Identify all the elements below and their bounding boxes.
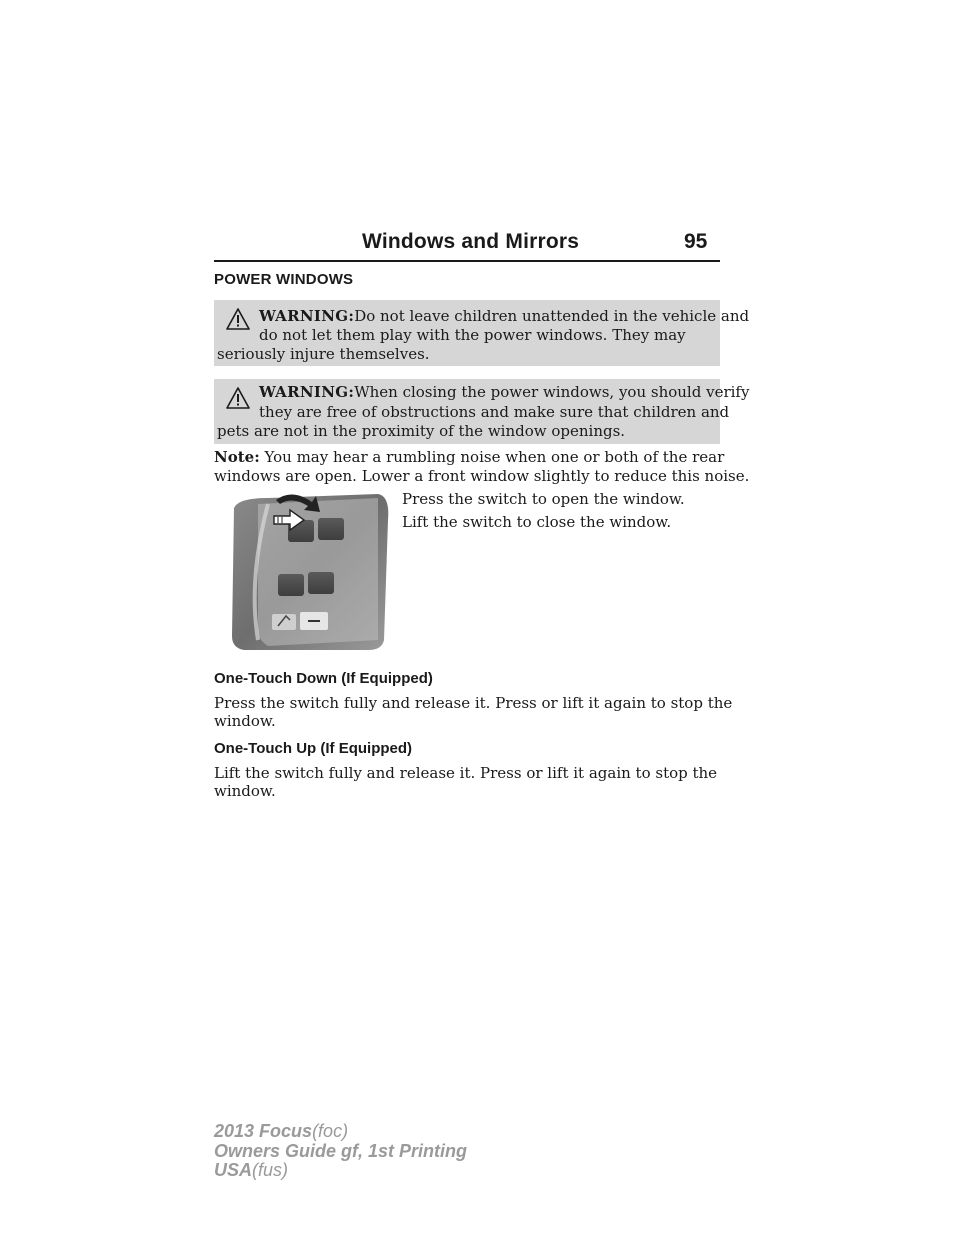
warning-text: do not let them play with the power windows. They may <box>259 326 686 344</box>
footer-model <box>214 1121 348 1142</box>
footer-market-code: (fus) <box>252 1160 289 1180</box>
figure-instruction: Lift the switch to close the window. <box>402 513 672 531</box>
power-window-switch-illustration <box>228 490 391 652</box>
warning-triangle-icon <box>226 387 250 409</box>
footer-printing: Owners Guide gf, 1st Printing <box>214 1141 468 1161</box>
page-header-title: Windows and Mirrors <box>362 230 580 253</box>
figure-instruction: Press the switch to open the window. <box>402 490 685 508</box>
warning-text: When closing the power windows, you should verify <box>354 383 750 401</box>
footer-model-name: 2013 Focus <box>214 1121 313 1141</box>
paragraph-line: window. <box>214 712 276 730</box>
note-label: Note: <box>214 448 260 466</box>
warning-triangle-icon <box>226 308 250 330</box>
header-divider <box>214 260 720 262</box>
footer-model-code: (foc) <box>312 1121 349 1141</box>
warning-text: Do not leave children unattended in the vehicle and <box>354 307 750 325</box>
warning-label: WARNING: <box>259 383 355 401</box>
paragraph-line: Lift the switch fully and release it. Press or lift it again to stop the <box>214 764 718 782</box>
footer-market-name: USA <box>214 1160 253 1180</box>
note-text: You may hear a rumbling noise when one or both of the rear <box>264 448 725 466</box>
page-number: 95 <box>684 230 708 253</box>
paragraph-line: window. <box>214 782 276 800</box>
warning-text: seriously injure themselves. <box>217 345 430 363</box>
warning-text: they are free of obstructions and make sure that children and <box>259 403 730 421</box>
paragraph-line: Press the switch fully and release it. Press or lift it again to stop the <box>214 694 733 712</box>
note-text: windows are open. Lower a front window slightly to reduce this noise. <box>214 467 750 485</box>
note-paragraph <box>214 447 724 467</box>
subheading-one-touch-down: One-Touch Down (If Equipped) <box>214 670 433 687</box>
subheading-one-touch-up: One-Touch Up (If Equipped) <box>214 740 413 757</box>
warning-box <box>214 300 750 366</box>
warning-box <box>214 379 750 444</box>
warning-label: WARNING: <box>259 307 355 325</box>
footer-market <box>214 1160 288 1181</box>
section-title: POWER WINDOWS <box>214 271 354 288</box>
warning-text: pets are not in the proximity of the window openings. <box>217 422 626 440</box>
